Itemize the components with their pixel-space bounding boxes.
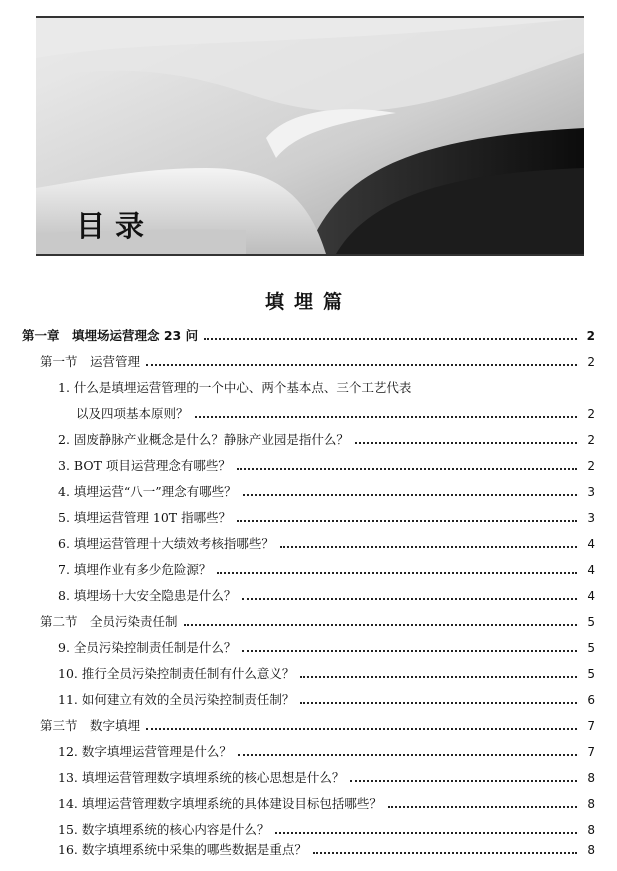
toc-page-number: 8 bbox=[587, 771, 595, 785]
toc-page-number: 4 bbox=[587, 563, 595, 577]
toc-entry[interactable] bbox=[0, 557, 617, 583]
toc-entry[interactable] bbox=[0, 401, 617, 427]
toc-entry[interactable] bbox=[0, 713, 617, 739]
toc-leader-dots bbox=[146, 728, 577, 730]
toc-entry[interactable] bbox=[0, 609, 617, 635]
header-banner bbox=[36, 16, 584, 256]
toc-page-number: 3 bbox=[587, 511, 595, 525]
toc-leader-dots bbox=[275, 832, 577, 834]
toc-entry-title: 12. 数字填埋运营管理是什么？ bbox=[58, 744, 232, 759]
toc-entry-title: 5. 填埋运营管理 10T 指哪些？ bbox=[58, 510, 232, 525]
toc-leader-dots bbox=[350, 780, 577, 782]
toc-entry[interactable] bbox=[0, 661, 617, 687]
toc-leader-dots bbox=[355, 442, 577, 444]
toc-entry-title: 9. 全员污染控制责任制是什么？ bbox=[58, 640, 237, 655]
toc-entry-title: 7. 填埋作业有多少危险源？ bbox=[58, 562, 212, 577]
toc-leader-dots bbox=[243, 494, 577, 496]
toc-entry[interactable] bbox=[0, 843, 617, 857]
toc-page-number: 2 bbox=[586, 329, 595, 343]
toc-leader-dots bbox=[242, 650, 577, 652]
toc-entry-title: 第二节 全员污染责任制 bbox=[40, 614, 178, 629]
toc-leader-dots bbox=[204, 338, 577, 340]
toc-page-number: 8 bbox=[587, 843, 595, 857]
toc-entry[interactable] bbox=[0, 765, 617, 791]
toc-leader-dots bbox=[237, 520, 577, 522]
toc-entry[interactable] bbox=[0, 427, 617, 453]
toc-entry-title: 3. BOT 项目运营理念有哪些？ bbox=[58, 458, 231, 473]
toc-leader-dots bbox=[195, 416, 577, 418]
toc-page-number: 8 bbox=[587, 797, 595, 811]
toc-page-number: 3 bbox=[587, 485, 595, 499]
toc-leader-dots bbox=[146, 364, 577, 366]
toc-entry-title: 第一节 运营管理 bbox=[40, 354, 141, 369]
toc-entry[interactable] bbox=[0, 479, 617, 505]
toc-entry-title: 15. 数字填埋系统的核心内容是什么？ bbox=[58, 822, 270, 837]
toc-entry-title: 6. 填埋运营管理十大绩效考核指哪些？ bbox=[58, 536, 274, 551]
toc-entry-title: 第一章 填埋场运营理念 23 问 bbox=[22, 328, 199, 343]
toc-page-number: 5 bbox=[587, 615, 595, 629]
toc-entry[interactable] bbox=[0, 505, 617, 531]
toc-page-number: 4 bbox=[587, 589, 595, 603]
toc-page-number: 5 bbox=[587, 641, 595, 655]
toc-page-number: 7 bbox=[587, 719, 595, 733]
toc-entry-title: 1. 什么是填埋运营管理的一个中心、两个基本点、三个工艺代表 bbox=[58, 380, 412, 395]
toc-entry-title: 16. 数字填埋系统中采集的哪些数据是重点？ bbox=[58, 843, 307, 857]
toc-entry-title: 以及四项基本原则？ bbox=[76, 406, 189, 421]
toc-leader-dots bbox=[300, 676, 577, 678]
toc-leader-dots bbox=[300, 702, 577, 704]
toc-page-number: 5 bbox=[587, 667, 595, 681]
toc-leader-dots bbox=[280, 546, 577, 548]
toc-page-number: 7 bbox=[587, 745, 595, 759]
toc-entry[interactable] bbox=[0, 817, 617, 843]
toc-leader-dots bbox=[238, 754, 577, 756]
toc-entry[interactable] bbox=[0, 687, 617, 713]
toc-leader-dots bbox=[313, 852, 577, 854]
banner-title: 目录 bbox=[76, 209, 155, 243]
toc-entry-title: 10. 推行全员污染控制责任制有什么意义？ bbox=[58, 666, 295, 681]
toc-leader-dots bbox=[242, 598, 577, 600]
toc-page-number: 4 bbox=[587, 537, 595, 551]
toc-entry[interactable] bbox=[0, 349, 617, 375]
toc-leader-dots bbox=[217, 572, 577, 574]
toc-entry[interactable] bbox=[0, 635, 617, 661]
section-title: 填埋篇 bbox=[264, 291, 352, 313]
toc-page-number: 2 bbox=[587, 407, 595, 421]
toc-entry-title: 2. 固废静脉产业概念是什么？静脉产业园是指什么？ bbox=[58, 432, 349, 447]
toc-page-number: 2 bbox=[587, 459, 595, 473]
toc-entry-title: 11. 如何建立有效的全员污染控制责任制？ bbox=[58, 692, 295, 707]
toc-page-number: 8 bbox=[587, 823, 595, 837]
toc-page-number: 6 bbox=[587, 693, 595, 707]
toc-entry[interactable] bbox=[0, 739, 617, 765]
toc-entry[interactable] bbox=[0, 531, 617, 557]
toc-page-number: 2 bbox=[587, 433, 595, 447]
toc-entry-title: 14. 填埋运营管理数字填埋系统的具体建设目标包括哪些？ bbox=[58, 796, 382, 811]
table-of-contents bbox=[0, 323, 617, 857]
toc-entry-title: 13. 填埋运营管理数字填埋系统的核心思想是什么？ bbox=[58, 770, 345, 785]
toc-entry-title: 第三节 数字填埋 bbox=[40, 718, 141, 733]
toc-entry[interactable] bbox=[0, 583, 617, 609]
toc-page-number: 2 bbox=[587, 355, 595, 369]
toc-entry[interactable] bbox=[0, 791, 617, 817]
toc-leader-dots bbox=[388, 806, 577, 808]
toc-leader-dots bbox=[237, 468, 577, 470]
toc-entry[interactable] bbox=[0, 375, 617, 401]
toc-leader-dots bbox=[184, 624, 577, 626]
toc-entry[interactable] bbox=[0, 323, 617, 349]
toc-entry-title: 4. 填埋运营“八一”理念有哪些？ bbox=[58, 484, 237, 499]
toc-entry-title: 8. 填埋场十大安全隐患是什么？ bbox=[58, 588, 237, 603]
toc-entry[interactable] bbox=[0, 453, 617, 479]
